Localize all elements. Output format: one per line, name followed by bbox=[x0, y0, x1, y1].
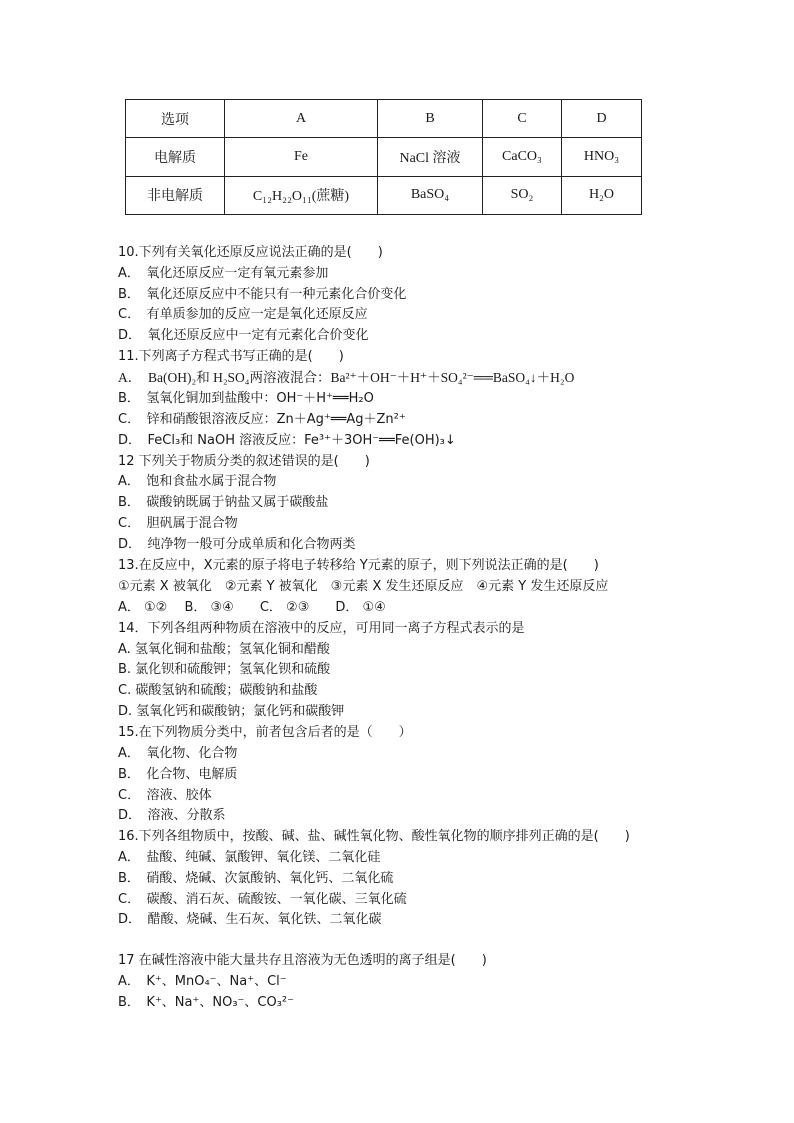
question-11-option-a: A． Ba(OH)₂和 H₂SO₄两溶液混合：Ba²⁺＋OH⁻＋H⁺＋SO₄²⁻══BaSO₄↓＋H₂O bbox=[118, 370, 575, 385]
table-cell: 电解质 bbox=[126, 138, 225, 176]
question-16-stem: 16.下列各组物质中，按酸、碱、盐、碱性氧化物、酸性氧化物的顺序排列正确的是( ) bbox=[118, 829, 630, 844]
table-row-electrolyte bbox=[126, 138, 642, 176]
question-14-stem: 14．下列各组两种物质在溶液中的反应，可用同一离子方程式表示的是 bbox=[118, 621, 525, 636]
question-10-option-d: D． 氧化还原反应中一定有元素化合价变化 bbox=[118, 328, 369, 343]
question-12-option-d: D． 纯净物一般可分成单质和化合物两类 bbox=[118, 537, 356, 552]
question-16-option-c: C． 碳酸、消石灰、硫酸铵、一氧化碳、三氧化硫 bbox=[118, 892, 407, 907]
question-15-stem: 15.在下列物质分类中，前者包含后者的是（ ） bbox=[118, 725, 412, 740]
question-15-option-a: A． 氧化物、化合物 bbox=[118, 746, 238, 761]
table-row-nonelectrolyte bbox=[126, 176, 642, 214]
table-row-header bbox=[126, 100, 642, 138]
question-11-option-c: C． 锌和硝酸银溶液反应：Zn＋Ag⁺══Ag＋Zn²⁺ bbox=[118, 412, 406, 427]
question-14-option-b: B. 氯化钡和硫酸钾；氢氧化钡和硫酸 bbox=[118, 662, 331, 677]
table-cell: A bbox=[225, 100, 378, 138]
question-16-option-a: A． 盐酸、纯碱、氯酸钾、氧化镁、二氧化硅 bbox=[118, 850, 381, 865]
question-12-option-a: A． 饱和食盐水属于混合物 bbox=[118, 474, 277, 489]
question-17-option-b: B． K⁺、Na⁺、NO₃⁻、CO₃²⁻ bbox=[118, 995, 294, 1010]
question-11-option-b: B． 氢氧化铜加到盐酸中：OH⁻＋H⁺══H₂O bbox=[118, 391, 374, 406]
question-15-option-d: D． 溶液、分散系 bbox=[118, 808, 226, 823]
question-17-option-a: A． K⁺、MnO₄⁻、Na⁺、Cl⁻ bbox=[118, 974, 287, 989]
table-cell: 非电解质 bbox=[126, 176, 225, 214]
question-10-stem: 10.下列有关氧化还原反应说法正确的是( ) bbox=[118, 245, 383, 260]
question-16-option-d: D． 醋酸、烧碱、生石灰、氧化铁、二氧化碳 bbox=[118, 912, 382, 927]
table-cell: Fe bbox=[225, 138, 378, 176]
table-cell: C₁₂H₂₂O₁₁(蔗糖) bbox=[225, 176, 378, 214]
question-16-option-b: B． 硝酸、烧碱、次氯酸钠、氧化钙、二氧化硫 bbox=[118, 871, 394, 886]
question-17-stem: 17 在碱性溶液中能大量共存且溶液为无色透明的离子组是( ) bbox=[118, 953, 487, 968]
table-cell: 选项 bbox=[126, 100, 225, 138]
table-cell: SO₂ bbox=[483, 176, 562, 214]
question-10-option-b: B． 氧化还原反应中不能只有一种元素化合价变化 bbox=[118, 287, 407, 302]
question-12-stem: 12 下列关于物质分类的叙述错误的是( ) bbox=[118, 454, 370, 469]
question-13-statements: ①元素 X 被氧化 ②元素 Y 被氧化 ③元素 X 发生还原反应 ④元素 Y 发生还原反应 bbox=[118, 579, 609, 594]
question-13-stem: 13.在反应中，X元素的原子将电子转移给 Y元素的原子，则下列说法正确的是( ) bbox=[118, 558, 599, 573]
table-cell: CaCO₃ bbox=[483, 138, 562, 176]
table-cell: BaSO₄ bbox=[378, 176, 483, 214]
table-cell: B bbox=[378, 100, 483, 138]
question-14-option-c: C. 碳酸氢钠和硫酸；碳酸钠和盐酸 bbox=[118, 683, 318, 698]
question-12-option-b: B． 碳酸钠既属于钠盐又属于碳酸盐 bbox=[118, 495, 329, 510]
question-14-option-d: D. 氢氧化钙和碳酸钠；氯化钙和碳酸钾 bbox=[118, 704, 345, 719]
question-10-option-a: A． 氧化还原反应一定有氧元素参加 bbox=[118, 266, 329, 281]
question-15-option-c: C． 溶液、胶体 bbox=[118, 788, 212, 803]
question-11-option-d: D． FeCl₃和 NaOH 溶液反应：Fe³⁺＋3OH⁻══Fe(OH)₃↓ bbox=[118, 433, 456, 448]
question-12-option-c: C． 胆矾属于混合物 bbox=[118, 516, 238, 531]
question-11-stem: 11.下列离子方程式书写正确的是( ) bbox=[118, 349, 344, 364]
table-cell: C bbox=[483, 100, 562, 138]
table-cell: HNO₃ bbox=[562, 138, 642, 176]
table-cell: H₂O bbox=[562, 176, 642, 214]
options-table bbox=[125, 99, 642, 215]
question-15-option-b: B． 化合物、电解质 bbox=[118, 767, 238, 782]
question-13-options: A． ①② B． ③④ C． ②③ D． ①④ bbox=[118, 600, 386, 615]
question-10-option-c: C． 有单质参加的反应一定是氧化还原反应 bbox=[118, 307, 368, 322]
table-cell: NaCl 溶液 bbox=[378, 138, 483, 176]
table-cell: D bbox=[562, 100, 642, 138]
question-14-option-a: A. 氢氧化铜和盐酸；氢氧化铜和醋酸 bbox=[118, 642, 330, 657]
